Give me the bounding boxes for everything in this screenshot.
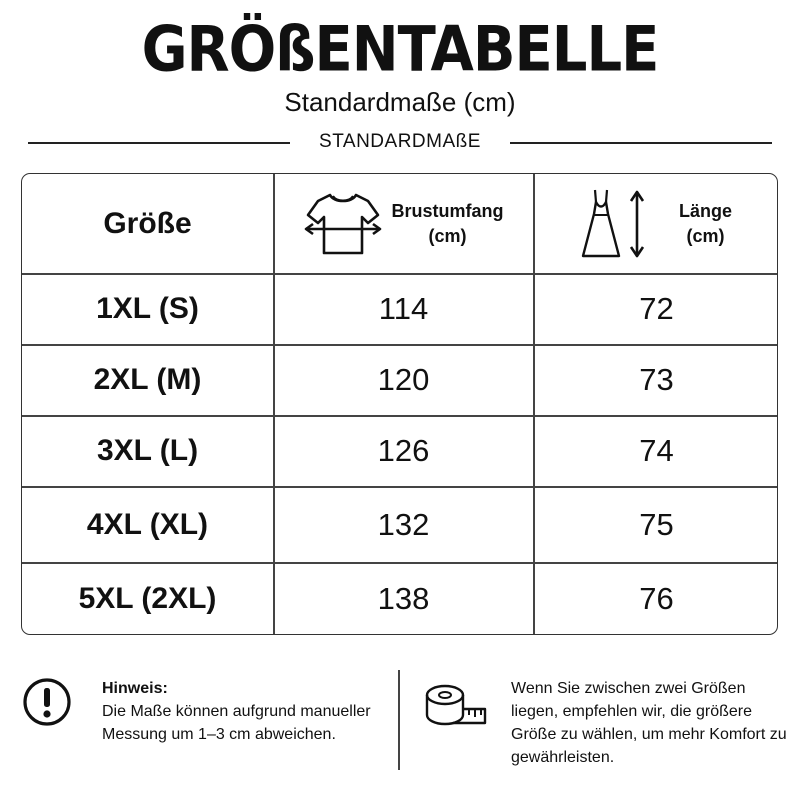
row-3-chest: 126 (377, 433, 430, 468)
header-length-line1: Länge (678, 201, 732, 221)
dress-length-icon (581, 188, 651, 260)
note-block (102, 677, 382, 746)
divider-line-right (510, 142, 772, 144)
header-length (534, 174, 778, 274)
note-text: Die Maße können aufgrund manueller Messung um 1–3 cm abweichen. (102, 703, 371, 743)
row-5-length: 76 (639, 581, 674, 616)
size-table (21, 173, 778, 635)
row-1-size: 1XL (S) (96, 292, 199, 325)
row-3-size: 3XL (L) (96, 434, 199, 467)
note-title: Hinweis: (102, 680, 168, 697)
exclamation-circle-icon (22, 677, 72, 727)
page-title: GRÖßENTABELLE (141, 13, 659, 87)
measuring-tape-icon (425, 683, 487, 731)
page-subtitle: Standardmaße (cm) (284, 87, 516, 117)
header-length-label (679, 199, 732, 249)
header-size: Größe (103, 207, 192, 240)
row-4-chest: 132 (377, 506, 430, 542)
tip-text: Wenn Sie zwischen zwei Größen liegen, empfehlen wir, die größere Größe zu wählen, um mehr Komfort zu gewährleisten. (511, 680, 787, 766)
row-3-length: 74 (639, 433, 674, 468)
section-divider (28, 130, 772, 154)
footer-divider (398, 670, 400, 770)
row-2-chest: 120 (377, 362, 430, 397)
header-length-line2: (cm) (686, 226, 725, 246)
row-2-size: 2XL (M) (93, 363, 202, 396)
header-chest (274, 174, 533, 274)
header-chest-line1: Brustumfang (391, 201, 504, 221)
section-label: STANDARDMAßE (319, 131, 481, 152)
row-1-length: 72 (639, 291, 674, 326)
row-2-length: 73 (639, 362, 674, 397)
header-chest-line2: (cm) (428, 226, 467, 246)
row-4-length: 75 (639, 506, 674, 542)
tshirt-measure-icon (304, 189, 382, 259)
row-5-size: 5XL (2XL) (78, 582, 217, 615)
header-chest-label (392, 199, 504, 249)
row-4-size: 4XL (XL) (86, 507, 209, 541)
row-5-chest: 138 (377, 581, 430, 616)
row-1-chest: 114 (378, 291, 429, 326)
